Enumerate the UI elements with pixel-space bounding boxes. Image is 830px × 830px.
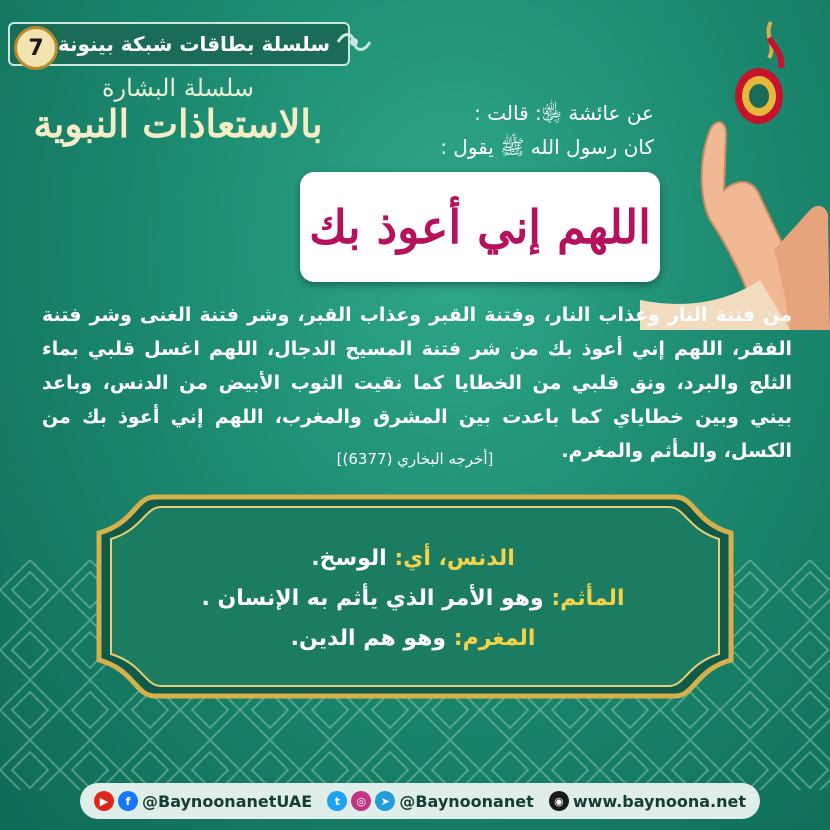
definition-text: وهو الأمر الذي يأثم به الإنسان .	[201, 586, 544, 611]
series-ribbon-title: سلسلة بطاقات شبكة بينونة	[57, 32, 330, 56]
instagram-icon[interactable]: ◎	[351, 791, 371, 811]
social-footer	[80, 783, 760, 819]
dua-box	[300, 172, 660, 282]
definition-item	[148, 579, 678, 619]
dua-text: اللهم إني أعوذ بك	[309, 200, 651, 254]
hadith-text: من فتنة النار وعذاب النار، وفتنة القبر وعذاب القبر، وشر فتنة الغنى وشر فتنة الفقر، اللهم إني أعوذ بك من شر فتنة المسيح الدجال، اللهم اغسل قلبي بماء الثلج والبرد، ونق قلبي من الخطايا كما نقيت الثوب الأبيض من الدنس، وباعد بيني وبين خطاياي كما باعدت بين المشرق والمغرب، اللهم إني أعوذ بك من الكسل، والمأثم والمغرم.	[42, 304, 792, 462]
series-ribbon	[8, 22, 350, 66]
website-group	[549, 791, 746, 811]
hadith-reference: [أخرجه البخاري (6377)]	[336, 450, 494, 468]
hadith-intro	[440, 96, 654, 164]
definition-term: الدنس، أي:	[394, 546, 515, 571]
series-title-line2: بالاستعاذات النبوية	[33, 101, 323, 146]
definition-term: المغرم:	[453, 626, 536, 651]
raised-hands-icon	[640, 100, 830, 330]
twitter-icon[interactable]: t	[327, 791, 347, 811]
series-calligraphy	[18, 74, 338, 146]
series-title-line1: سلسلة البشارة	[101, 74, 254, 102]
globe-icon: ◉	[549, 791, 569, 811]
social-handle-uae[interactable]: @BaynoonanetUAE	[142, 791, 313, 811]
definition-text: وهو هم الدين.	[290, 626, 447, 651]
card-number-badge: 7	[14, 26, 58, 70]
definitions-list	[148, 524, 678, 674]
definition-text: الوسخ.	[311, 546, 387, 571]
website-link[interactable]: www.baynoona.net	[572, 791, 746, 811]
intro-line1: عن عائشة ﵂: قالت :	[474, 101, 654, 125]
definition-item	[148, 619, 678, 659]
social-group-2	[327, 791, 533, 811]
ornament-icon	[336, 30, 372, 54]
social-handle[interactable]: @Baynoonanet	[399, 791, 534, 811]
facebook-icon[interactable]: f	[118, 791, 138, 811]
telegram-icon[interactable]: ➤	[375, 791, 395, 811]
definition-term: المأثم:	[551, 586, 625, 611]
youtube-icon[interactable]: ▶	[94, 791, 114, 811]
intro-line2: كان رسول الله ﷺ يقول :	[440, 135, 654, 159]
definition-item	[148, 539, 678, 579]
social-group-1	[94, 791, 312, 811]
